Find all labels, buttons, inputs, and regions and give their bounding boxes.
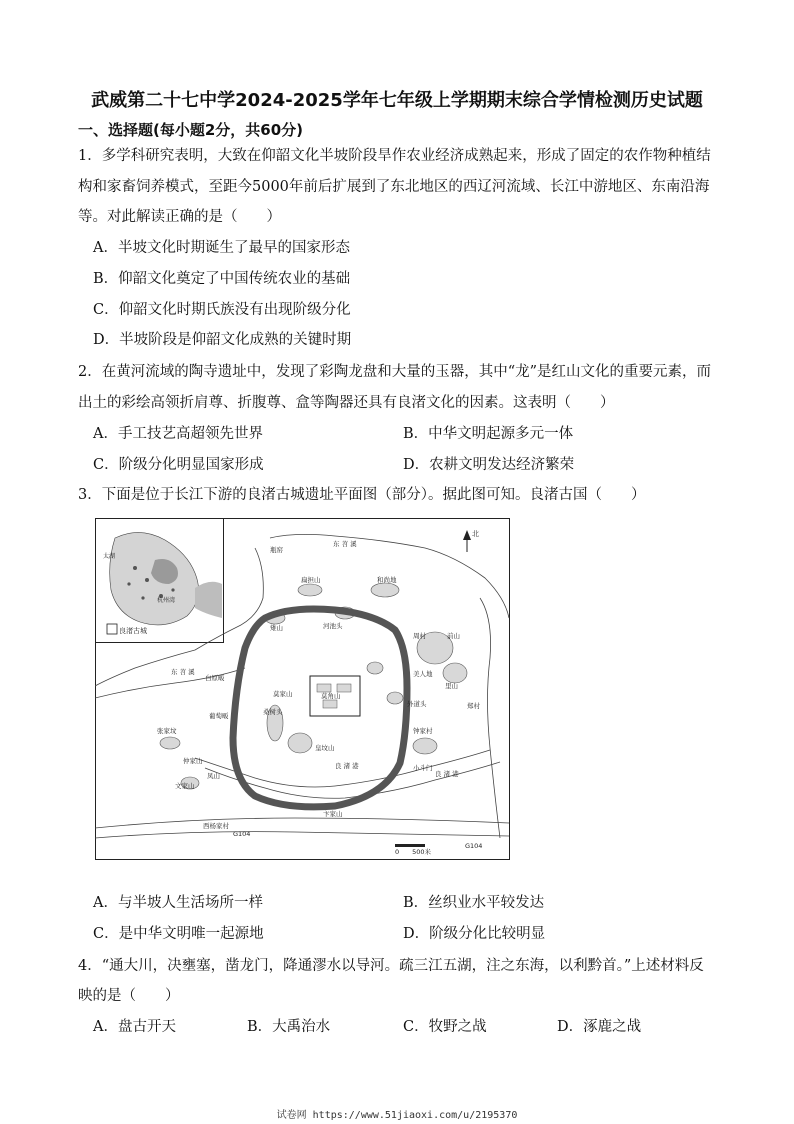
label-zhushan: 莫家山 xyxy=(273,690,293,698)
label-scale: 0 500米 xyxy=(395,848,432,856)
q2-option-c[interactable]: C．阶级分化明显国家形成 xyxy=(93,457,264,473)
q3-option-a[interactable]: A．与半坡人生活场所一样 xyxy=(93,895,263,911)
label-lishan: 里山 xyxy=(445,682,458,690)
label-huangfenshan: 皇坟山 xyxy=(315,744,335,752)
q4-option-a[interactable]: A．盘古开天 xyxy=(93,1019,176,1035)
q3-option-b[interactable]: B．丝织业水平较发达 xyxy=(403,895,545,911)
section-heading: 一、选择题(每小题2分，共60分) xyxy=(78,121,304,139)
q2-option-a[interactable]: A．手工技艺高超领先世界 xyxy=(93,426,263,442)
label-dongtiaoxi-left: 东 苕 溪 xyxy=(171,668,195,676)
inset-label-hangzhouwan: 杭州湾 xyxy=(157,597,176,604)
q2-line-1: 2．在黄河流域的陶寺遗址中，发现了彩陶龙盘和大量的玉器，其中“龙”是红山文化的重要元素，而 xyxy=(78,364,712,380)
q4-option-d[interactable]: D．涿鹿之战 xyxy=(557,1019,642,1035)
label-liangzhugang-right: 良 渚 港 xyxy=(435,770,459,778)
inset-label-taihu: 太湖 xyxy=(103,553,116,560)
label-mojiaoshan: 莫角山 xyxy=(321,692,341,700)
q1-line-1: 1．多学科研究表明，大致在仰韶文化半坡阶段旱作农业经济成熟起来，形成了固定的农作物种植结 xyxy=(78,148,711,164)
inset-label-liangzhu: 良渚古城 xyxy=(119,627,147,635)
label-g104-left: G104 xyxy=(233,830,251,838)
q3-line-1: 3．下面是位于长江下游的良渚古城遗址平面图（部分）。据此图可知。良渚古国（ ） xyxy=(78,487,646,503)
page-title: 武威第二十七中学2024-2025学年七年级上学期期末综合学情检测历史试题 xyxy=(91,90,703,111)
q4-line-1: 4．“通大川，决壅塞，凿龙门，降通漻水以导河。疏三江五湖，注之东海，以利黔首。”上述材料反 xyxy=(78,958,704,974)
q3-option-c[interactable]: C．是中华文明唯一起源地 xyxy=(93,926,264,942)
q1-option-a[interactable]: A．半坡文化时期诞生了最早的国家形态 xyxy=(93,240,350,256)
label-baiyuanfan: 白原畈 xyxy=(205,674,225,682)
q4-option-c[interactable]: C．牧野之战 xyxy=(403,1019,487,1035)
q2-option-d[interactable]: D．农耕文明发达经济繁荣 xyxy=(403,457,575,473)
label-hechitou: 河池头 xyxy=(323,622,343,630)
label-gucheng: 雉山 xyxy=(270,624,283,632)
label-wenjiashan: 文家山 xyxy=(175,782,195,790)
label-sangshutou: 桑树头 xyxy=(263,708,283,716)
label-liangzhugang: 良 渚 港 xyxy=(335,762,359,770)
label-heshangshan: 和尚地 xyxy=(377,576,397,584)
label-putaofan: 葡萄畈 xyxy=(209,712,229,720)
q1-line-2: 构和家畜饲养模式，至距今5000年前后扩展到了东北地区的西辽河流域、长江中游地区、东南沿海 xyxy=(78,179,710,195)
label-pingyao: 瓶窑 xyxy=(270,546,283,554)
label-g104-right: G104 xyxy=(465,842,483,850)
page-footer[interactable]: 试卷网 https://www.51jiaoxi.com/u/2195370 xyxy=(276,1110,518,1121)
liangzhu-city-map xyxy=(95,518,510,860)
q2-line-2: 出土的彩绘高领折肩尊、折腹尊、盒等陶器还具有良渚文化的因素。这表明（ ） xyxy=(78,395,615,411)
q4-option-b[interactable]: B．大禹治水 xyxy=(247,1019,331,1035)
label-xiaodoumen: 小斗门 xyxy=(413,764,433,772)
label-zhongjiacun: 钟家村 xyxy=(413,727,433,735)
north-label: 北 xyxy=(472,530,479,538)
label-meirendi: 美人地 xyxy=(413,670,433,678)
label-dongtiaoxi-top: 东 苕 溪 xyxy=(333,540,357,548)
inset-map xyxy=(96,519,224,643)
label-fengshan: 凤山 xyxy=(207,772,220,780)
scale-bar xyxy=(395,844,425,847)
q1-option-d[interactable]: D．半坡阶段是仰韶文化成熟的关键时期 xyxy=(93,332,352,348)
label-biandanshan: 扁担山 xyxy=(301,576,321,584)
q3-option-d[interactable]: D．阶级分化比较明显 xyxy=(403,926,546,942)
label-xiyangjiacun: 西杨家村 xyxy=(203,822,229,830)
label-qianshan: 前山 xyxy=(447,632,460,640)
q1-option-c[interactable]: C．仰韶文化时期氏族没有出现阶级分化 xyxy=(93,302,351,318)
label-bianjiashan: 卞家山 xyxy=(323,810,343,818)
label-zhoucun: 周村 xyxy=(413,632,426,640)
q1-option-b[interactable]: B．仰韶文化奠定了中国传统农业的基础 xyxy=(93,271,351,287)
label-waidaotou: 外道头 xyxy=(407,700,427,708)
label-zhangjiafen: 张家坟 xyxy=(157,727,177,735)
q1-line-3: 等。对此解读正确的是（ ） xyxy=(78,209,281,225)
q4-line-2: 映的是（ ） xyxy=(78,988,180,1004)
q2-option-b[interactable]: B．中华文明起源多元一体 xyxy=(403,426,574,442)
label-zhengcun: 郑村 xyxy=(467,702,480,710)
label-zhongjiashan: 仲家山 xyxy=(183,757,203,765)
